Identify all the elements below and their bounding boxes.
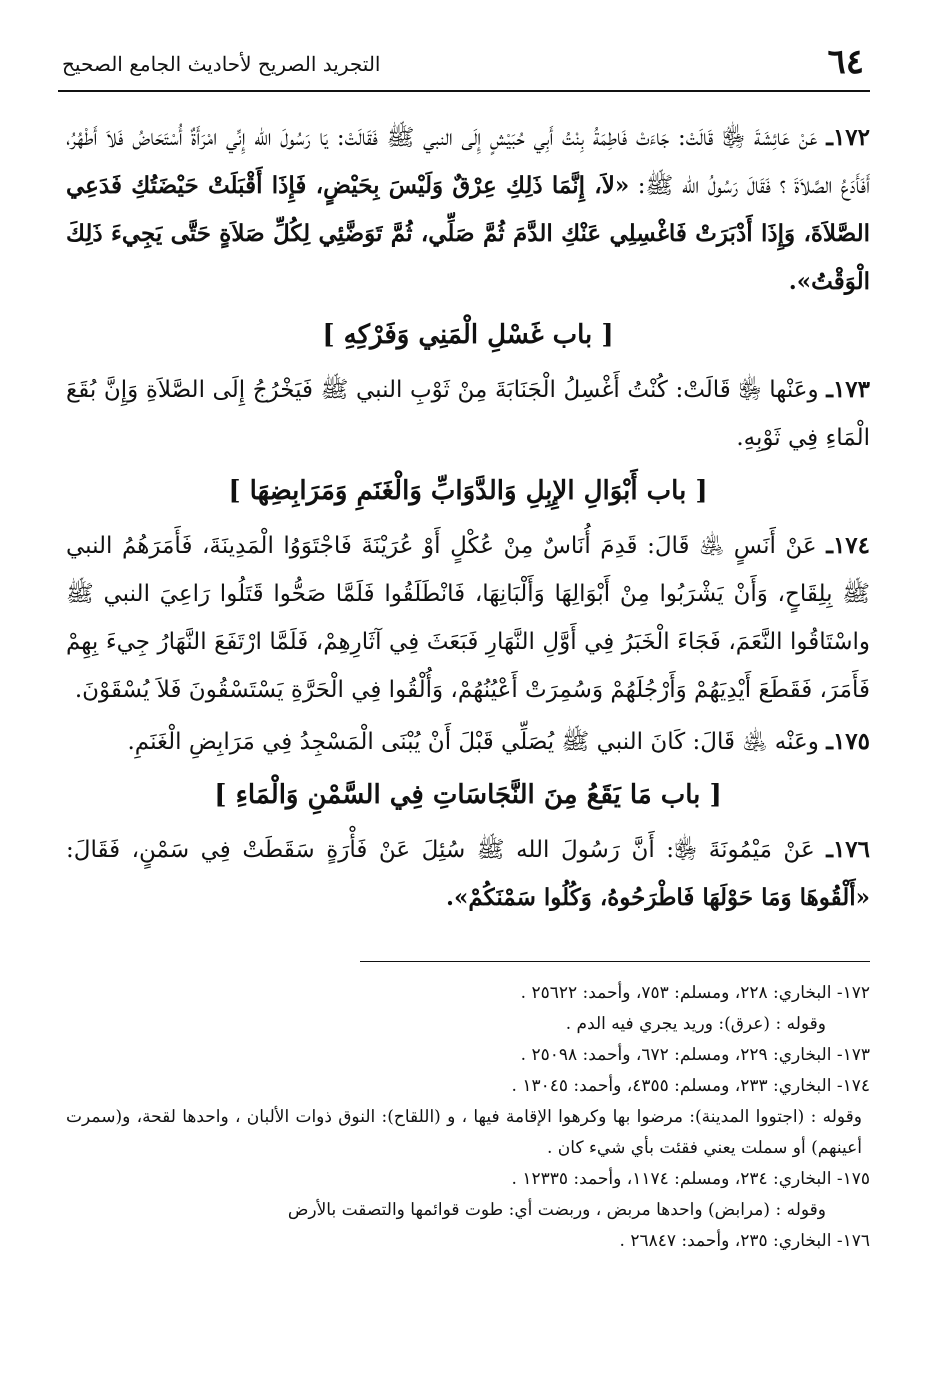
hadith-number: ١٧٣ـ	[826, 376, 870, 403]
chapter-heading: [ باب مَا يَقَعُ مِنَ النَّجَاسَاتِ فِي السَّمْنِ وَالْمَاءِ ]	[214, 780, 722, 810]
footnote-174-note: وقوله : (اجتووا المدينة): مرضوا بها وكرهوا الإقامة فيها ، و (اللقاح): النوق ذوات الألبان ، واحدها لقحة، و(سمرت أعينهم) أو سملت يعني فقئت بأي شيء كان .	[66, 1107, 862, 1158]
footnote-174: ١٧٤- البخاري: ٢٣٣، ومسلم: ٤٣٥٥، وأحمد: ١٣٠٤٥ .	[511, 1076, 870, 1096]
footnote-173: ١٧٣- البخاري: ٢٢٩، ومسلم: ٦٧٢، وأحمد: ٢٥٠٩٨ .	[520, 1045, 870, 1065]
footnote-172: ١٧٢- البخاري: ٢٢٨، ومسلم: ٧٥٣، وأحمد: ٢٥٦٢٢ .	[520, 983, 870, 1003]
footnote-175: ١٧٥- البخاري: ٢٣٤، ومسلم: ١١٧٤، وأحمد: ١٢٣٣٥ .	[511, 1169, 870, 1189]
hadith-text: عَنْ أَنَسٍ ﵁ قَالَ: قَدِمَ أُنَاسٌ مِنْ عُكْلٍ أَوْ عُرَيْنَةَ فَاجْتَوَوُا الْمَدِينَةَ، فَأَمَرَهُمُ النبي ﷺ بِلِقَاحٍ، وَأَنْ يَشْرَبُوا مِنْ أَبْوَالِهَا وَأَلْبَانِهَا، فَانْطَلَقُوا فَلَمَّا صَحُّوا قَتَلُوا رَاعِيَ النبي ﷺ واسْتَاقُوا النَّعَمَ، فَجَاءَ الْخَبَرُ فِي أَوَّلِ النَّهَارِ فَبَعَثَ فِي آثَارِهِمْ، فَلَمَّا ارْتَفَعَ النَّهَارُ جِيءَ بِهِمْ فَأَمَرَ، فَقَطَعَ أَيْدِيَهُمْ وَأَرْجُلَهُمْ وَسُمِرَتْ أَعْيُنُهُمْ، وَأُلْقُوا فِي الْحَرَّةِ يَسْتَسْقُونَ فَلاَ يُسْقَوْنَ.	[66, 533, 870, 703]
chapter-heading: [ باب غَسْلِ الْمَنِي وَفَرْكِهِ ]	[322, 320, 614, 350]
hadith-quote: «لاَ، إِنَّمَا ذَلِكِ عِرْقٌ وَلَيْسَ بِحَيْضٍ، فَإِذَا أَقْبَلَتْ حَيْضَتُكِ فَدَعِي الصَّلاَةَ، وَإِذَا أَدْبَرَتْ فَاغْسِلِي عَنْكِ الدَّمَ ثُمَّ صَلِّي، ثُمَّ تَوَضَّئِي لِكُلِّ صَلاَةٍ حَتَّى يَجِيءَ ذَلِكَ الْوَقْتُ».	[66, 172, 870, 295]
hadith-quote: «أَلْقُوهَا وَمَا حَوْلَهَا فَاطْرَحُوهُ، وَكُلُوا سَمْنَكُمْ».	[445, 884, 870, 911]
hadith-174	[66, 522, 870, 714]
page-header	[58, 38, 870, 92]
chapter-heading: [ باب أَبْوَالِ الإِبِلِ وَالدَّوَابِّ وَالْغَنَمِ وَمَرَابِضِهَا ]	[228, 476, 708, 506]
hadith-text: عَنْ عَائِشَةَ ﵂ قَالَتْ: جَاءَتْ فَاطِمَةُ بِنْتُ أَبِي حُبَيْشٍ إِلَى النبي ﷺ فَقَالَتْ: يَا رَسُولَ الله إِنِّي امْرَأَةٌ أُسْتَحَاضُ فَلاَ أَطْهُرُ، أَفَأَدَعُ الصَّلاَةَ ؟ فَقَالَ رَسُولُ الله ﷺ:	[66, 125, 871, 199]
hadith-175	[66, 718, 870, 766]
hadith-text: وعَنْها ﵂ قَالَتْ: كُنْتُ أَغْسِلُ الْجَنَابَةَ مِنْ ثَوْبِ النبي ﷺ فَيَخْرُجُ إِلَى الصَّلاَةِ وَإِنَّ بُقَعَ الْمَاءِ فِي ثَوْبِهِ.	[66, 377, 870, 451]
main-text	[66, 114, 870, 926]
footnote-divider	[360, 961, 870, 962]
footnotes	[66, 978, 870, 1257]
hadith-text: عَنْ مَيْمُونَةَ ﵂: أَنَّ رَسُولَ الله ﷺ سُئِلَ عَنْ فَأْرَةٍ سَقَطَتْ فِي سَمْنٍ، فَقَالَ:	[66, 837, 815, 863]
hadith-number: ١٧٥ـ	[826, 728, 870, 755]
hadith-text: وعَنْه ﵁ قَالَ: كَانَ النبي ﷺ يُصَلِّي قَبْلَ أَنْ يُبْنَى الْمَسْجِدُ فِي مَرَابِضِ الْغَنَمِ.	[127, 729, 819, 755]
footnote-172-note: وقوله : (عرق): وريد يجري فيه الدم .	[565, 1014, 826, 1034]
hadith-173	[66, 366, 870, 462]
running-title: التجريد الصريح لأحاديث الجامع الصحيح	[62, 52, 381, 76]
hadith-number: ١٧٢ـ	[826, 124, 870, 151]
hadith-176	[66, 826, 870, 922]
footnote-175-note: وقوله : (مرابض) واحدها مربض ، وربضت أي: طوت قوائمها والتصقت بالأرض	[287, 1200, 826, 1220]
hadith-number: ١٧٦ـ	[826, 836, 871, 863]
hadith-172	[66, 114, 870, 306]
footnote-176: ١٧٦- البخاري: ٢٣٥، وأحمد: ٢٦٨٤٧ .	[619, 1231, 870, 1251]
page-number: ٦٤	[827, 42, 864, 82]
hadith-number: ١٧٤ـ	[826, 532, 871, 559]
